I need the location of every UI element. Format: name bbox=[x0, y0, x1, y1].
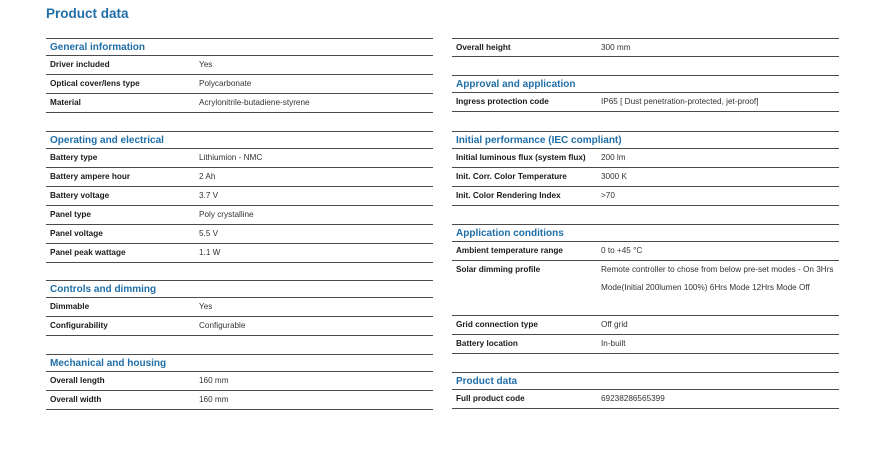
spec-row bbox=[46, 298, 433, 317]
spec-label: Material bbox=[50, 98, 81, 107]
spec-row bbox=[452, 187, 839, 206]
spec-value: 300 mm bbox=[601, 43, 631, 52]
spec-row bbox=[46, 244, 433, 263]
spec-row bbox=[46, 149, 433, 168]
spec-value: 5.5 V bbox=[199, 229, 219, 238]
section-mechanical-housing bbox=[46, 354, 433, 410]
spec-label: Overall width bbox=[50, 395, 102, 404]
spec-row bbox=[452, 261, 839, 316]
spec-label: Init. Color Rendering Index bbox=[456, 191, 561, 200]
spec-value: Polycarbonate bbox=[199, 79, 252, 88]
section-general-information bbox=[46, 38, 433, 113]
spec-label: Dimmable bbox=[50, 302, 90, 311]
section-approval-application bbox=[452, 75, 839, 112]
spec-row bbox=[46, 225, 433, 244]
spec-value: 0 to +45 °C bbox=[601, 246, 643, 255]
page-title: Product data bbox=[46, 6, 129, 21]
spec-label: Grid connection type bbox=[456, 320, 538, 329]
section-heading: Application conditions bbox=[452, 224, 839, 242]
spec-value: 160 mm bbox=[199, 395, 229, 404]
spec-label: Initial luminous flux (system flux) bbox=[456, 153, 586, 162]
spec-label: Panel voltage bbox=[50, 229, 103, 238]
spec-row bbox=[46, 187, 433, 206]
spec-row bbox=[46, 317, 433, 336]
spec-label: Panel type bbox=[50, 210, 91, 219]
spec-label: Ingress protection code bbox=[456, 97, 549, 106]
spec-value: >70 bbox=[601, 191, 615, 200]
spec-value: Poly crystalline bbox=[199, 210, 254, 219]
spec-value: 3.7 V bbox=[199, 191, 219, 200]
spec-label: Battery location bbox=[456, 339, 518, 348]
spec-label: Configurability bbox=[50, 321, 108, 330]
spec-value: Lithiumion - NMC bbox=[199, 153, 263, 162]
spec-value: 2 Ah bbox=[199, 172, 216, 181]
spec-value: In-built bbox=[601, 339, 626, 348]
spec-row bbox=[46, 168, 433, 187]
spec-value: 1.1 W bbox=[199, 248, 221, 257]
spec-row bbox=[452, 335, 839, 354]
spec-label: Battery ampere hour bbox=[50, 172, 131, 181]
section-application-conditions bbox=[452, 224, 839, 354]
spec-label: Driver included bbox=[50, 60, 110, 69]
left-column bbox=[46, 0, 433, 455]
section-operating-electrical bbox=[46, 131, 433, 263]
section-heading: Controls and dimming bbox=[46, 280, 433, 298]
spec-label: Battery voltage bbox=[50, 191, 110, 200]
spec-row bbox=[46, 206, 433, 225]
spec-label: Solar dimming profile bbox=[456, 265, 541, 274]
section-heading: General information bbox=[46, 38, 433, 56]
spec-value: 160 mm bbox=[199, 376, 229, 385]
spec-row bbox=[452, 168, 839, 187]
spec-row bbox=[452, 242, 839, 261]
spec-label: Overall height bbox=[456, 43, 511, 52]
spec-row bbox=[452, 390, 839, 409]
spec-label: Panel peak wattage bbox=[50, 248, 126, 257]
spec-value: 3000 K bbox=[601, 172, 627, 181]
spec-label: Ambient temperature range bbox=[456, 246, 563, 255]
section-product-data bbox=[452, 372, 839, 409]
section-heading: Approval and application bbox=[452, 75, 839, 93]
section-heading: Product data bbox=[452, 372, 839, 390]
section-dimensions-continued bbox=[452, 38, 839, 57]
spec-value: Acrylonitrile-butadiene-styrene bbox=[199, 98, 310, 107]
spec-row bbox=[46, 94, 433, 113]
section-heading: Mechanical and housing bbox=[46, 354, 433, 372]
right-column bbox=[452, 0, 839, 455]
spec-value: Yes bbox=[199, 60, 213, 69]
spec-label: Optical cover/lens type bbox=[50, 79, 140, 88]
spec-row bbox=[46, 391, 433, 410]
spec-value: Remote controller to chose from below pre-set modes - On 3Hrs Mode(Initial 200lumen 100%) 6Hrs Mode 12Hrs Mode Off bbox=[601, 265, 834, 292]
section-heading: Operating and electrical bbox=[46, 131, 433, 149]
spec-value: 69238286565399 bbox=[601, 394, 665, 403]
spec-value: Configurable bbox=[199, 321, 246, 330]
section-controls-dimming bbox=[46, 280, 433, 336]
section-initial-performance bbox=[452, 131, 839, 206]
spec-row bbox=[452, 38, 839, 57]
spec-row bbox=[46, 56, 433, 75]
spec-label: Overall length bbox=[50, 376, 105, 385]
spec-row bbox=[452, 316, 839, 335]
spec-row bbox=[452, 93, 839, 112]
spec-row bbox=[46, 372, 433, 391]
spec-label: Init. Corr. Color Temperature bbox=[456, 172, 567, 181]
spec-row bbox=[452, 149, 839, 168]
spec-label: Full product code bbox=[456, 394, 525, 403]
section-heading: Initial performance (IEC compliant) bbox=[452, 131, 839, 149]
spec-value: IP65 [ Dust penetration-protected, jet-proof] bbox=[601, 97, 759, 106]
spec-label: Battery type bbox=[50, 153, 98, 162]
spec-value: 200 lm bbox=[601, 153, 626, 162]
spec-value: Yes bbox=[199, 302, 213, 311]
spec-row bbox=[46, 75, 433, 94]
spec-value: Off grid bbox=[601, 320, 628, 329]
